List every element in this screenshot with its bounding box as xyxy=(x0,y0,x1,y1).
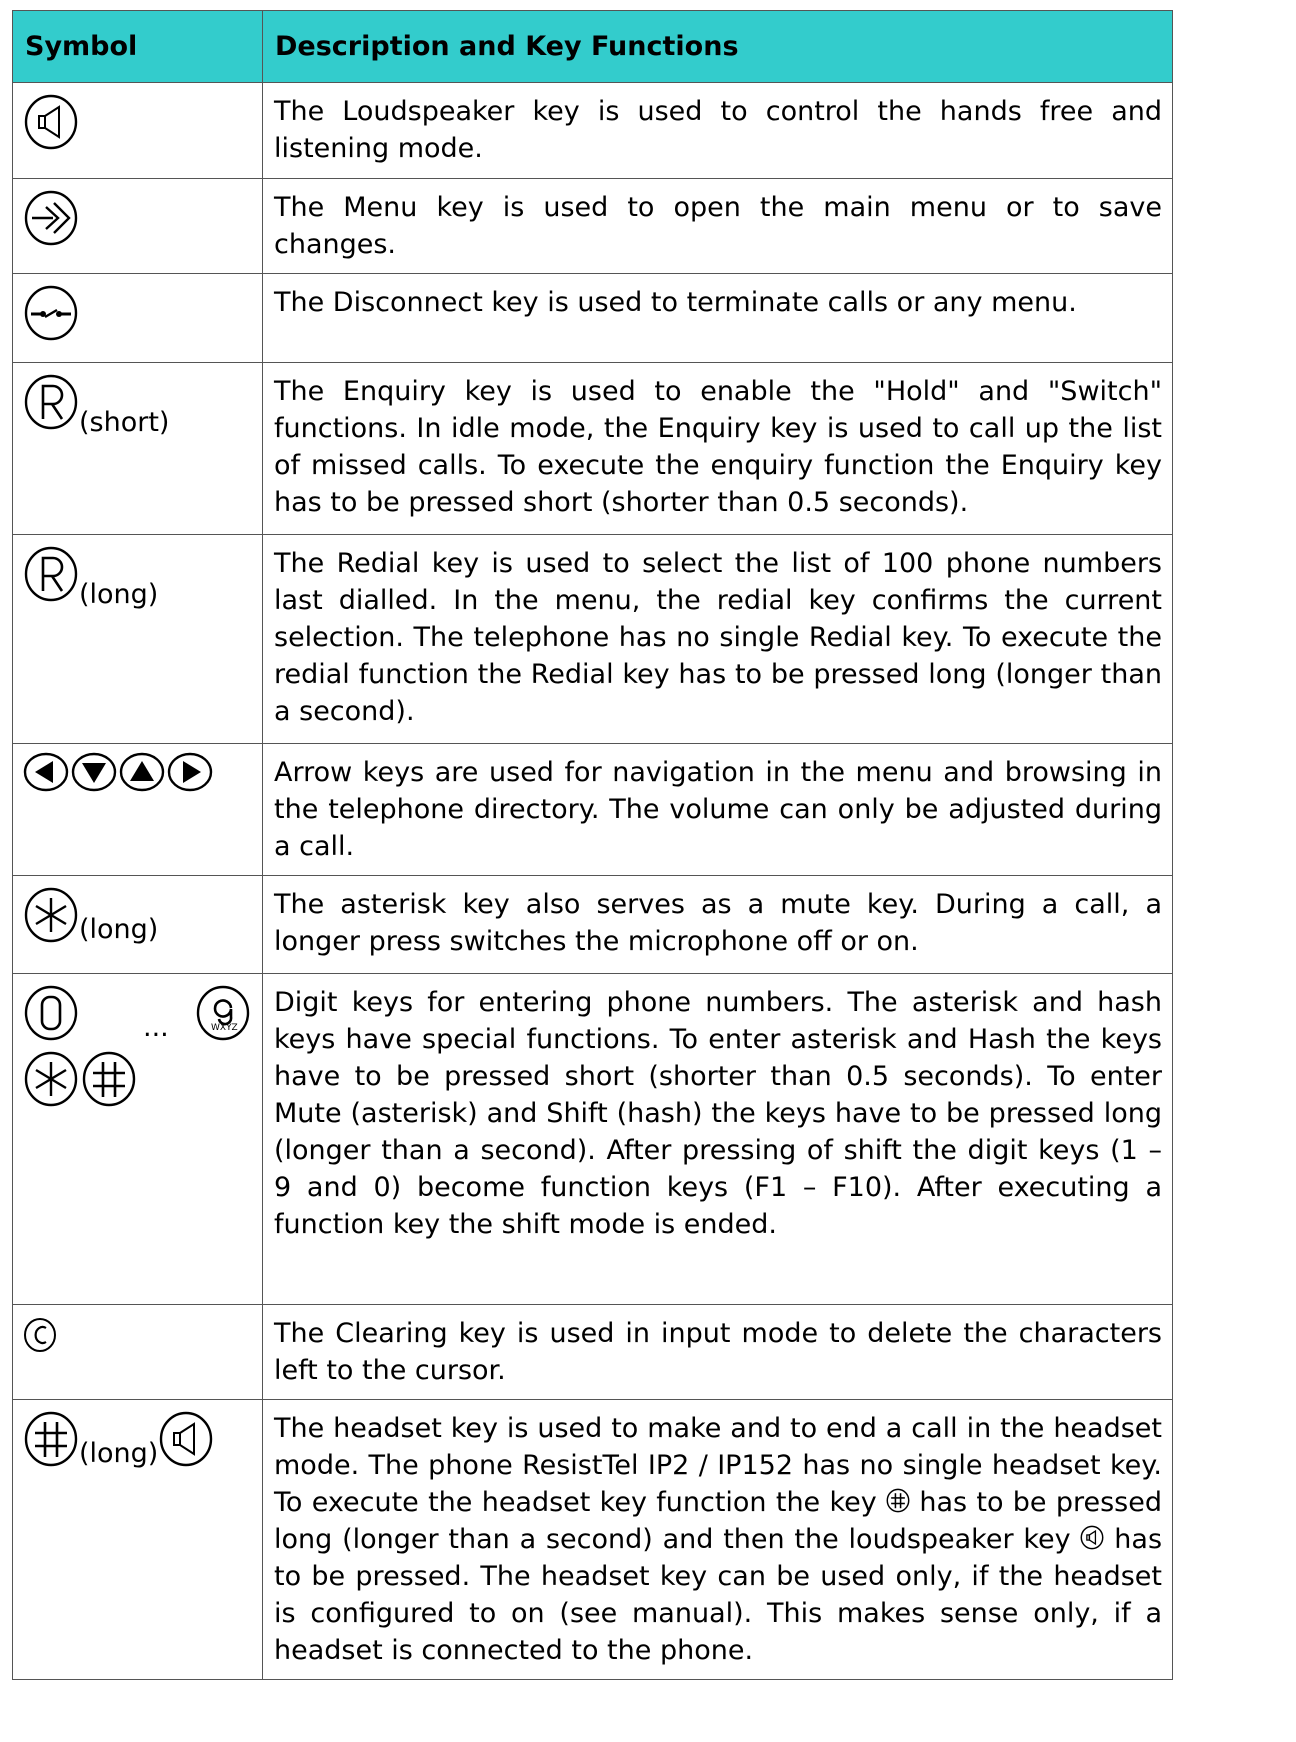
loudspeaker-key-icon xyxy=(1080,1525,1104,1550)
arrow-left-key-icon xyxy=(23,752,69,792)
symbol-cell xyxy=(13,1400,263,1680)
press-duration-label: (long) xyxy=(79,914,159,945)
symbol-cell xyxy=(13,876,263,974)
table-row xyxy=(13,179,1173,274)
table-row xyxy=(13,83,1173,179)
description-cell: The Redial key is used to select the list of 100 phone numbers last dialled. In the menu, the redial key confirms the current selection. The telephone has no single Redial key. To execute the redial function the Redial key has to be pressed long (longer than a second). xyxy=(263,535,1173,744)
description-cell: The Menu key is used to open the main menu or to save changes. xyxy=(263,179,1173,274)
menu-key-icon xyxy=(23,189,79,247)
clearing-key-icon xyxy=(23,1317,57,1353)
symbol-cell xyxy=(13,535,263,744)
symbol-cell xyxy=(13,363,263,535)
description-cell: Arrow keys are used for navigation in the menu and browsing in the telephone directory. The volume can only be adjusted during a call. xyxy=(263,744,1173,876)
table-row xyxy=(13,535,1173,744)
press-duration-label: (long) xyxy=(79,1438,159,1469)
description-cell: The Loudspeaker key is used to control the hands free and listening mode. xyxy=(263,83,1173,179)
press-duration-label: (short) xyxy=(79,407,170,438)
r-key-icon xyxy=(23,545,79,603)
press-duration-label: (long) xyxy=(79,579,159,610)
arrow-right-key-icon xyxy=(167,752,213,792)
table-row xyxy=(13,876,1173,974)
table-row xyxy=(13,974,1173,1305)
loudspeaker-key-icon xyxy=(158,1410,214,1468)
hash-key-icon xyxy=(81,1050,137,1108)
description-cell: The asterisk key also serves as a mute key. During a call, a longer press switches the microphone off or on. xyxy=(263,876,1173,974)
description-cell: The Enquiry key is used to enable the "Hold" and "Switch" functions. In idle mode, the Enquiry key is used to call up the list of missed calls. To execute the enquiry function the Enquiry key has to be pressed short (shorter than 0.5 seconds). xyxy=(263,363,1173,535)
r-key-icon xyxy=(23,373,79,431)
table-row xyxy=(13,274,1173,363)
loudspeaker-key-icon xyxy=(23,93,79,151)
symbol-cell xyxy=(13,83,263,179)
description-part: has to be pressed. The headset key can be used only, if the headset is configured to on (see manual). This makes sense only, if a headset is connected to the phone. xyxy=(274,1524,1163,1666)
table-row xyxy=(13,1400,1173,1680)
description-cell: The Clearing key is used in input mode to delete the characters left to the cursor. xyxy=(263,1305,1173,1400)
key-9-letters: WXYZ xyxy=(211,1023,238,1033)
symbol-cell xyxy=(13,974,263,1305)
table-row xyxy=(13,363,1173,535)
ellipsis: ... xyxy=(143,1012,169,1043)
digit-0-key-icon xyxy=(23,984,79,1042)
symbol-cell xyxy=(13,274,263,363)
asterisk-key-icon xyxy=(23,886,79,944)
header-symbol: Symbol xyxy=(13,11,263,83)
arrow-up-key-icon xyxy=(119,752,165,792)
description-cell: The Disconnect key is used to terminate calls or any menu. xyxy=(263,274,1173,363)
disconnect-key-icon xyxy=(23,284,79,342)
description-cell: Digit keys for entering phone numbers. The asterisk and hash keys have special functions. To enter asterisk and Hash the keys have to be pressed short (shorter than 0.5 seconds). To enter Mute (asterisk) and Shift (hash) the keys have to be pressed long (longer than a second). After pressing of shift the digit keys (1 – 9 and 0) become function keys (F1 – F10). After executing a function key the shift mode is ended. xyxy=(263,974,1173,1305)
description-part: has to be pressed long (longer than a second) and then the loudspeaker key xyxy=(274,1487,1162,1555)
table-header-row xyxy=(13,11,1173,83)
asterisk-key-icon xyxy=(23,1050,79,1108)
symbol-cell xyxy=(13,1305,263,1400)
description-cell xyxy=(263,1400,1173,1680)
hash-key-icon xyxy=(23,1410,79,1468)
description-part: The headset key is used to make and to end a call in the headset mode. The phone ResistTel IP2 / IP152 has no single headset key. To execute the headset key function the key xyxy=(274,1413,1162,1518)
table-row xyxy=(13,744,1173,876)
table-row xyxy=(13,1305,1173,1400)
digit-9-key-icon xyxy=(195,984,251,1042)
symbol-cell xyxy=(13,744,263,876)
key-functions-table xyxy=(12,10,1173,1680)
arrow-down-key-icon xyxy=(71,752,117,792)
hash-key-icon xyxy=(886,1488,910,1513)
symbol-cell xyxy=(13,179,263,274)
header-description: Description and Key Functions xyxy=(263,11,1173,83)
